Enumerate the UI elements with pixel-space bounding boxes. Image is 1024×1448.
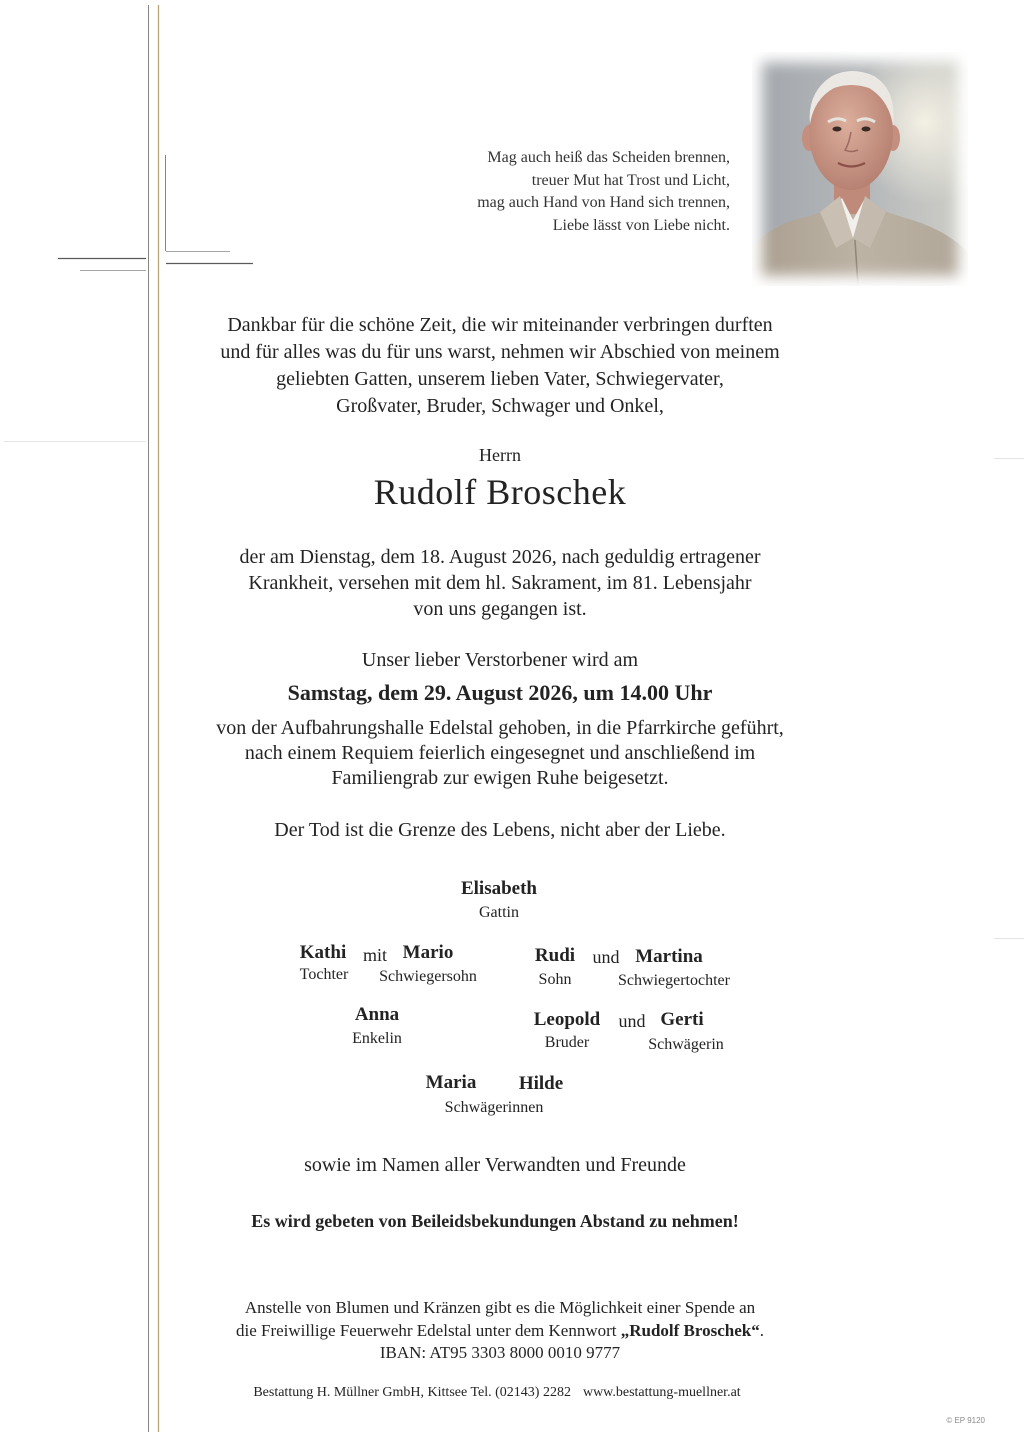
- death-notice-line: Krankheit, versehen mit dem hl. Sakrament, im 81. Lebensjahr: [248, 572, 752, 594]
- deceased-name: Rudolf Broschek: [373, 472, 627, 512]
- donation-text: .: [759, 1320, 764, 1340]
- scan-fold-line: [994, 938, 1024, 939]
- memorial-quote: Der Tod ist die Grenze des Lebens, nicht aber der Liebe.: [274, 819, 726, 841]
- mourner-joiner: und: [618, 1011, 646, 1031]
- donation-keyword: „Rudolf Broschek“: [620, 1320, 760, 1340]
- donation-iban: IBAN: AT95 3303 8000 0010 9777: [379, 1343, 621, 1362]
- mourner-relation: Schwiegertochter: [618, 972, 730, 989]
- poem-block: [477, 147, 730, 237]
- salutation: Herrn: [479, 445, 521, 465]
- donation-paragraph: [175, 1297, 825, 1365]
- condolence-request: Es wird gebeten von Beileidsbekundungen Abstand zu nehmen!: [251, 1211, 739, 1231]
- mourner-name: Mario: [402, 942, 454, 963]
- mourner-name: Elisabeth: [460, 878, 538, 899]
- mourner-joiner: mit: [362, 945, 388, 965]
- undertaker-company: Bestattung H. Müllner GmbH, Kittsee Tel. (02143) 2282: [253, 1385, 571, 1400]
- mourner-relation: Gattin: [479, 904, 519, 921]
- undertaker-website: www.bestattung-muellner.at: [582, 1385, 741, 1400]
- donation-text: die Freiwillige Feuerwehr Edelstal unter dem Kennwort: [235, 1320, 621, 1340]
- mourner-name: Maria: [425, 1072, 477, 1093]
- mourner-relation: Schwägerinnen: [444, 1099, 544, 1116]
- death-notice-paragraph: [175, 544, 825, 622]
- print-code: © EP 9120: [946, 1416, 985, 1425]
- death-notice-line: von uns gegangen ist.: [413, 598, 587, 620]
- poem-line: Mag auch heiß das Scheiden brennen,: [487, 149, 730, 166]
- mourner-name: Gerti: [660, 1009, 704, 1030]
- mourner-name: Hilde: [518, 1073, 564, 1094]
- funeral-date-time: Samstag, dem 29. August 2026, um 14.00 Uhr: [287, 680, 713, 705]
- donation-line: [175, 1320, 825, 1343]
- scan-fold-line: [4, 441, 146, 442]
- undertaker-footer: [172, 1384, 822, 1402]
- relatives-line: sowie im Namen aller Verwandten und Freunde: [304, 1154, 686, 1176]
- ceremony-line: nach einem Requiem feierlich eingesegnet und anschließend im: [244, 741, 756, 764]
- intro-line: und für alles was du für uns warst, nehmen wir Abschied von meinem: [220, 341, 780, 363]
- mourner-name: Kathi: [299, 942, 347, 963]
- mourner-relation: Schwiegersohn: [379, 968, 477, 985]
- death-notice-line: der am Dienstag, dem 18. August 2026, nach geduldig ertragener: [239, 546, 761, 568]
- poem-line: Liebe lässt von Liebe nicht.: [552, 216, 730, 234]
- funeral-intro: Unser lieber Verstorbener wird am: [361, 649, 639, 671]
- intro-paragraph: [175, 312, 825, 420]
- funeral-ceremony-paragraph: [175, 716, 825, 791]
- mourner-relation: Enkelin: [352, 1030, 402, 1047]
- intro-line: Dankbar für die schöne Zeit, die wir miteinander verbringen durften: [227, 314, 773, 336]
- ceremony-line: von der Aufbahrungshalle Edelstal gehoben, in die Pfarrkirche geführt,: [216, 716, 784, 739]
- mourner-name: Anna: [354, 1004, 400, 1025]
- poem-line: treuer Mut hat Trost und Licht,: [531, 171, 730, 189]
- mourner-relation: Bruder: [544, 1034, 590, 1051]
- intro-line: geliebten Gatten, unserem lieben Vater, Schwiegervater,: [276, 368, 724, 390]
- scan-fold-line: [994, 458, 1024, 459]
- mourner-relation: Tochter: [299, 966, 349, 983]
- poem-line: mag auch Hand von Hand sich trennen,: [477, 194, 730, 211]
- mourner-name: Martina: [635, 946, 703, 967]
- mourner-relation: Sohn: [538, 971, 572, 988]
- deceased-portrait-photo: [752, 52, 968, 286]
- donation-line: Anstelle von Blumen und Kränzen gibt es die Möglichkeit einer Spende an: [244, 1298, 756, 1317]
- ceremony-line: Familiengrab zur ewigen Ruhe beigesetzt.: [331, 766, 669, 789]
- mourner-name: Rudi: [534, 945, 576, 966]
- mourner-relation: Schwägerin: [648, 1036, 724, 1053]
- mourner-joiner: und: [592, 947, 620, 967]
- mourner-name: Leopold: [533, 1009, 601, 1030]
- intro-line: Großvater, Bruder, Schwager und Onkel,: [336, 395, 664, 417]
